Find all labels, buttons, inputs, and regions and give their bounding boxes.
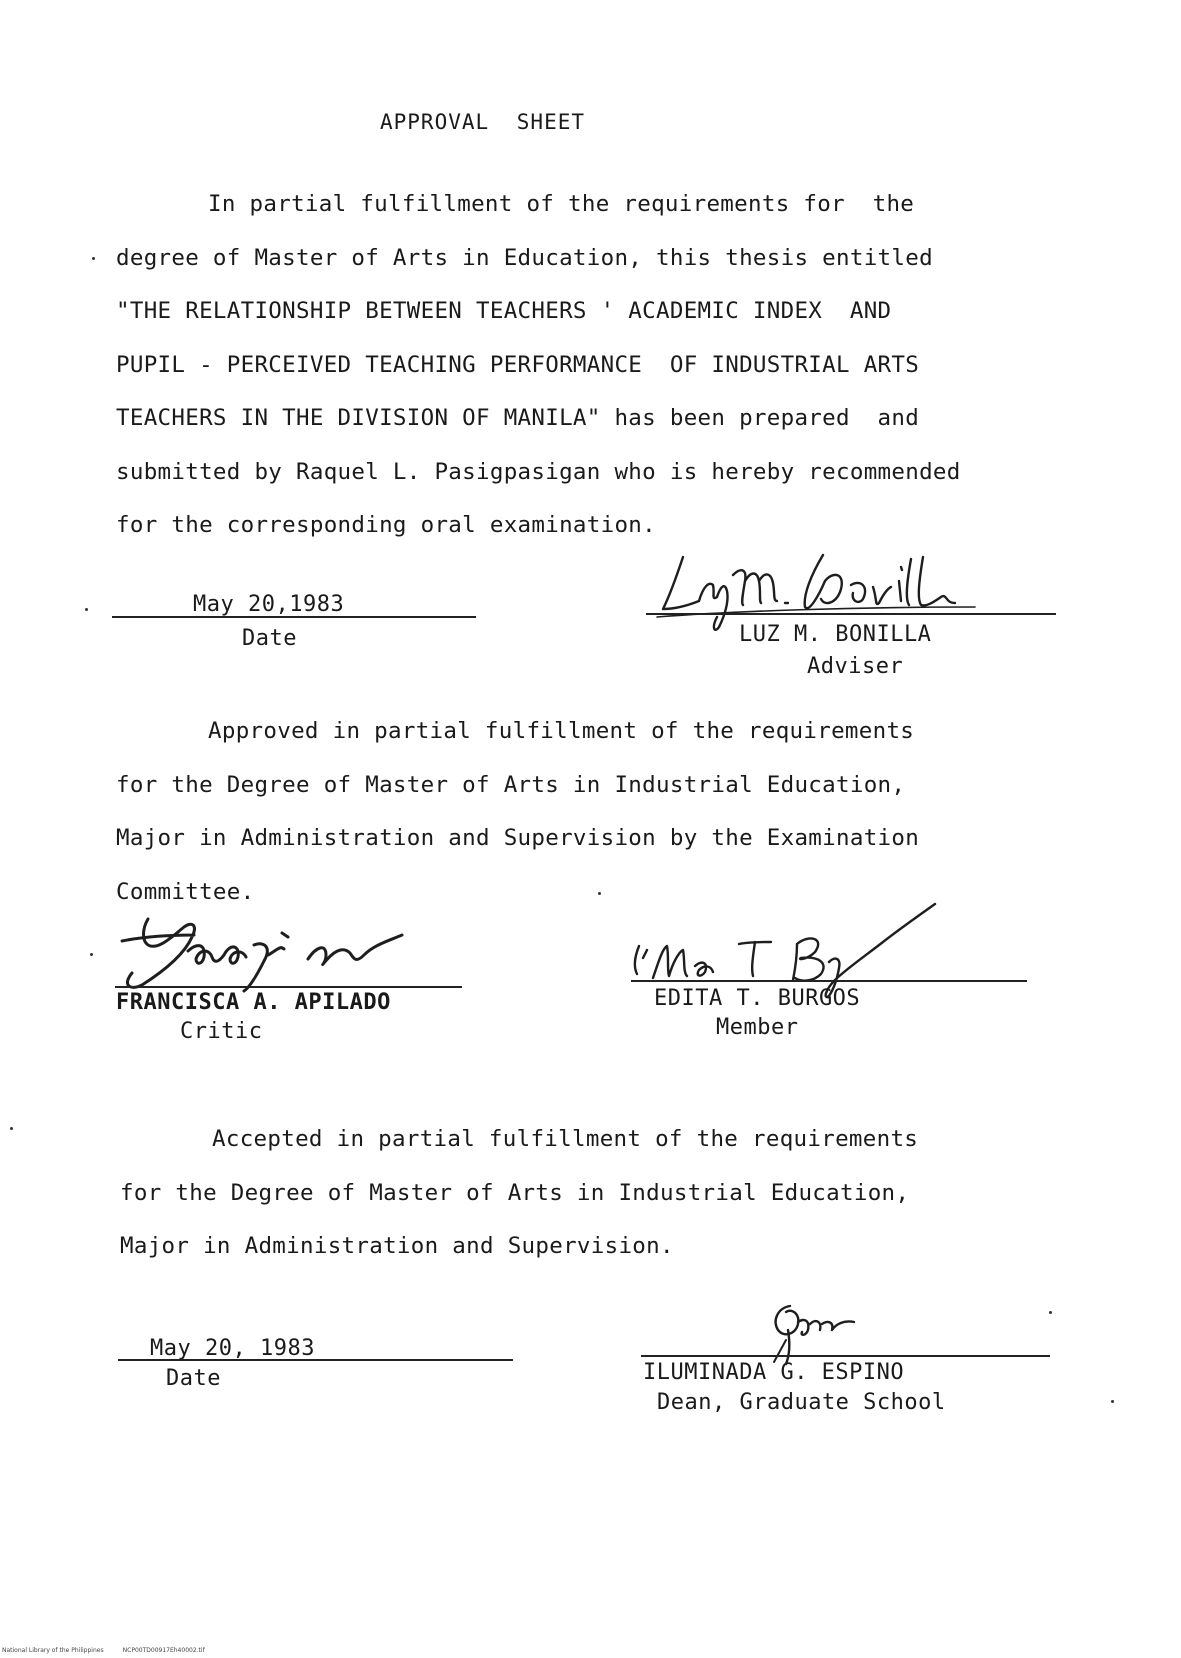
scan-speck xyxy=(85,608,88,611)
member-role: Member xyxy=(716,1015,799,1040)
recommendation-paragraph xyxy=(116,178,961,553)
paragraph-line: submitted by Raquel L. Pasigpasigan who is hereby recommended xyxy=(116,458,961,485)
scan-speck xyxy=(1049,1311,1052,1314)
approval-paragraph xyxy=(116,705,919,919)
critic-role: Critic xyxy=(180,1019,263,1044)
member-signature-line xyxy=(631,980,1027,982)
scan-speck xyxy=(1111,1400,1114,1403)
paragraph-line: Major in Administration and Supervision. xyxy=(120,1233,674,1259)
dean-signature-line xyxy=(641,1355,1050,1357)
member-signature xyxy=(625,900,945,1000)
paragraph-line: Approved in partial fulfillment of the requirements xyxy=(208,718,915,744)
paragraph-line: PUPIL - PERCEIVED TEACHING PERFORMANCE OF INDUSTRIAL ARTS xyxy=(116,351,920,378)
paragraph-line: Accepted in partial fulfillment of the requirements xyxy=(212,1126,919,1152)
paragraph-line: TEACHERS IN THE DIVISION OF MANILA" has been prepared and xyxy=(116,405,920,431)
critic-signature-line xyxy=(115,986,462,988)
paragraph-line: for the Degree of Master of Arts in Industrial Education, xyxy=(116,771,906,798)
footer-library: National Library of the Philippines xyxy=(2,1647,104,1654)
paragraph-line: In partial fulfillment of the requirements for the xyxy=(208,191,915,217)
paragraph-line: "THE RELATIONSHIP BETWEEN TEACHERS ' ACADEMIC INDEX AND xyxy=(116,298,892,324)
dean-role: Dean, Graduate School xyxy=(657,1390,946,1415)
paragraph-line: for the corresponding oral examination. xyxy=(116,512,656,538)
footer-ref: NCP00TD00917Eh40002.tif xyxy=(122,1647,205,1654)
adviser-name: LUZ M. BONILLA xyxy=(739,622,932,647)
page-title: APPROVAL SHEET xyxy=(380,110,586,134)
scan-speck xyxy=(92,257,95,260)
date-value: May 20, 1983 xyxy=(150,1336,315,1361)
critic-signature xyxy=(112,905,452,995)
scan-speck xyxy=(10,1127,13,1130)
date-line xyxy=(112,616,476,618)
date-line xyxy=(118,1359,513,1361)
acceptance-paragraph xyxy=(120,1113,918,1274)
paragraph-line: Committee. xyxy=(116,878,255,905)
scan-footer xyxy=(2,1647,205,1654)
date-label: Date xyxy=(166,1366,221,1391)
critic-name: FRANCISCA A. APILADO xyxy=(116,990,391,1015)
date-label: Date xyxy=(242,626,297,651)
paragraph-line: for the Degree of Master of Arts in Industrial Education, xyxy=(120,1179,910,1206)
date-value: May 20,1983 xyxy=(193,592,345,617)
dean-name: ILUMINADA G. ESPINO xyxy=(643,1360,905,1385)
adviser-signature-line xyxy=(646,613,1056,615)
paragraph-line: degree of Master of Arts in Education, this thesis entitled xyxy=(116,244,933,271)
scan-speck xyxy=(598,892,601,895)
adviser-role: Adviser xyxy=(807,654,904,679)
scan-speck xyxy=(90,953,93,956)
member-name: EDITA T. BURGOS xyxy=(654,986,861,1011)
paragraph-line: Major in Administration and Supervision by the Examination xyxy=(116,825,920,851)
